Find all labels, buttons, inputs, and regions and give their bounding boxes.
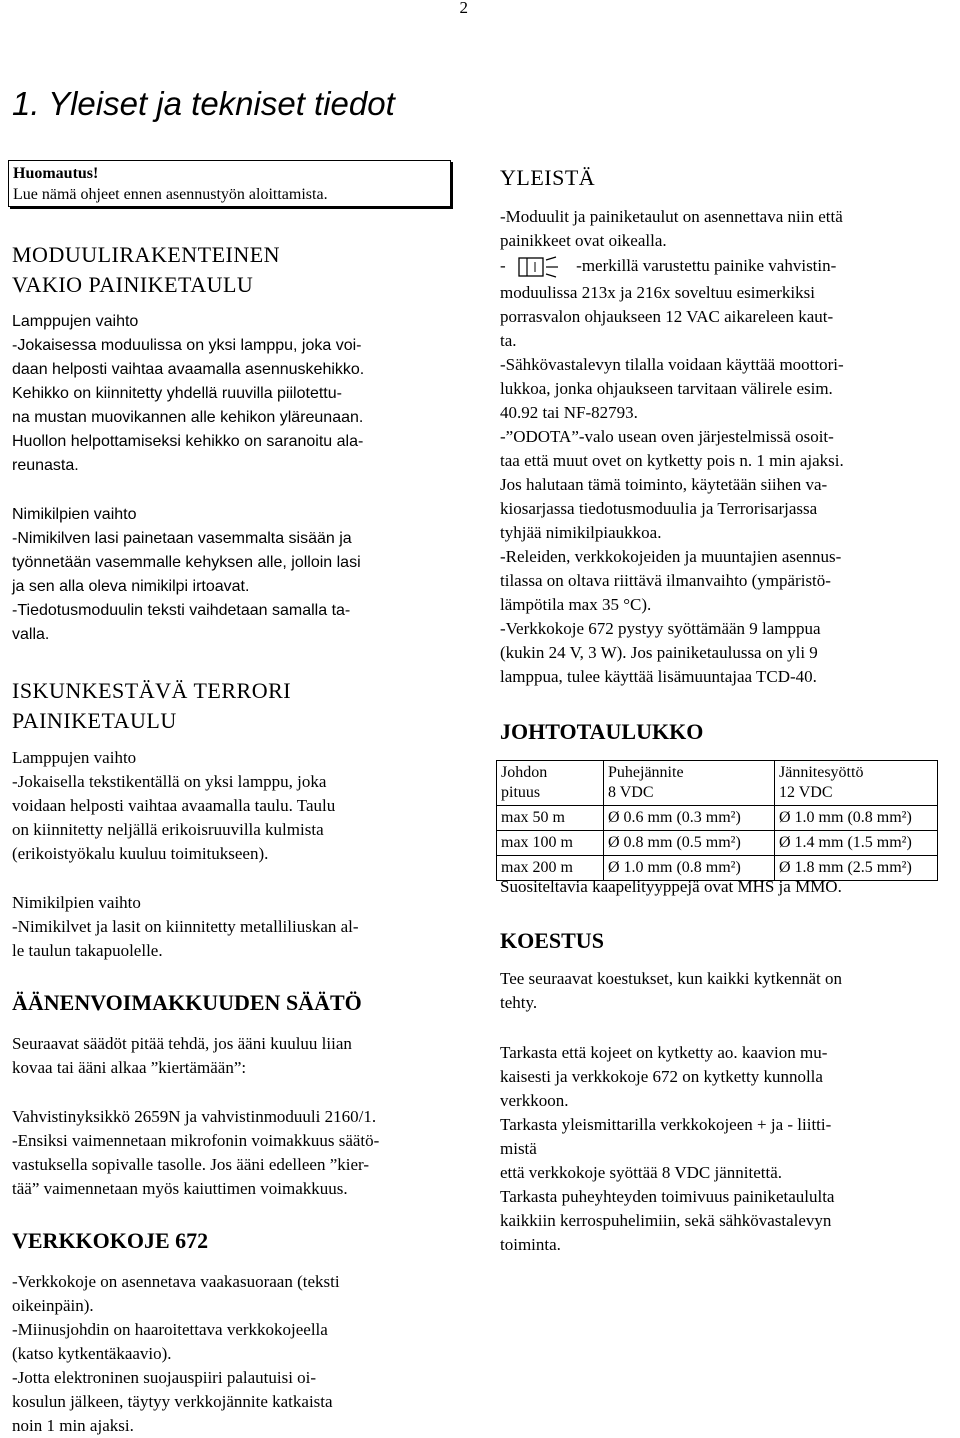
page-title: 1. Yleiset ja tekniset tiedot bbox=[12, 85, 395, 122]
dash: - bbox=[500, 256, 506, 275]
notice-text: Lue nämä ohjeet ennen asennustyön aloittamista. bbox=[13, 186, 328, 203]
lamp-icon bbox=[510, 256, 572, 278]
table-row bbox=[497, 806, 938, 831]
table-cell: max 100 m bbox=[497, 831, 604, 856]
table-header-cell: Johdon pituus bbox=[497, 761, 604, 806]
section-heading-modular: MODUULIRAKENTEINEN VAKIO PAINIKETAULU bbox=[12, 242, 281, 297]
table-cell: max 50 m bbox=[497, 806, 604, 831]
table-row bbox=[497, 831, 938, 856]
paragraph-terror-nameplate: -Nimikilvet ja lasit on kiinnitetty metalliliuskan al- le taulun takapuolelle. bbox=[12, 917, 359, 960]
table-note: Suositeltavia kaapelityyppejä ovat MHS ja MMO. bbox=[500, 877, 842, 896]
notice-box bbox=[8, 160, 451, 207]
subheading-nameplate-change: Nimikilpien vaihto bbox=[12, 506, 137, 523]
paragraph-general-icon-line bbox=[500, 254, 930, 278]
paragraph-general-2: moduulissa 213x ja 216x soveltuu esimerkiksi porrasvalon ohjaukseen 12 VAC aikareleen kaut- ta. -Sähkövastalevyn tilalla voidaan käyttää moottori- lukkoa, jonka ohjaukseen tarvitaan välirele esim. 40.92 tai NF-82793. -”ODOTA”-valo usean oven järjestelmissä osoit- taa että muut ovet on kytketty pois n. 1 min ajaksi. Jos halutaan tämä toiminto, käytetään siihen va- kiosarjassa tiedotusmoduulia ja Terrorisarjassa tyhjää nimikilpiaukkoa. -Releiden, verkkokojeiden ja muuntajien asennus- tilassa on oltava riittävä ilmanvaihto (ympäristö- lämpötila max 35 °C). -Verkkokoje 672 pystyy syöttämään 9 lamppua (kukin 24 V, 3 W). Jos painiketaulussa on yli 9 lamppua, tulee käyttää lisämuuntajaa TCD-40. bbox=[500, 283, 844, 686]
subheading-lamp-change: Lamppujen vaihto bbox=[12, 313, 139, 330]
section-heading-testing: KOESTUS bbox=[500, 928, 604, 953]
table-cell: Ø 1.0 mm (0.8 mm²) bbox=[604, 856, 775, 881]
section-heading-general: YLEISTÄ bbox=[500, 165, 596, 190]
paragraph-nameplate-change: -Nimikilven lasi painetaan vasemmalta sisään ja työnnetään vasemmalle kehyksen alle, jolloin lasi ja sen alla oleva nimikilpi irtoavat. -Tiedotusmoduulin teksti vaihdetaan samalla ta- valla. bbox=[12, 530, 361, 643]
table-header-cell: Puhejännite 8 VDC bbox=[604, 761, 775, 806]
table-cell: Ø 1.4 mm (1.5 mm²) bbox=[775, 831, 938, 856]
paragraph-volume-steps: Vahvistinyksikkö 2659N ja vahvistinmoduuli 2160/1. -Ensiksi vaimennetaan mikrofonin voimakkuus säätö- vastuksella sopivalle tasolle. Jos ääni edelleen ”kier- tää” vaimennetaan myös kaiuttimen voimakkuus. bbox=[12, 1107, 380, 1198]
table-cell: Ø 1.0 mm (0.8 mm²) bbox=[775, 806, 938, 831]
general-icon-line-text: -merkillä varustettu painike vahvistin- bbox=[576, 256, 837, 275]
subheading-terror-lamp: Lamppujen vaihto bbox=[12, 748, 137, 767]
cable-table bbox=[496, 760, 938, 881]
subheading-terror-nameplate: Nimikilpien vaihto bbox=[12, 893, 141, 912]
paragraph-terror-lamp: -Jokaisella tekstikentällä on yksi lamppu, joka voidaan helposti vaihtaa avaamalla taulu. Taulu on kiinnitetty neljällä erikoisruuvilla kulmista (erikoistyökalu kuuluu toimitukseen). bbox=[12, 772, 336, 863]
section-heading-volume: ÄÄNENVOIMAKKUUDEN SÄÄTÖ bbox=[12, 990, 362, 1015]
table-header-row bbox=[497, 761, 938, 806]
paragraph-power-unit: -Verkkokoje on asennetava vaakasuoraan (teksti oikeinpäin). -Miinusjohdin on haaroitettava verkkokojeella (katso kytkentäkaavio). -Jotta elektroninen suojauspiiri palautuisi oi- kosulun jälkeen, täytyy verkkojännite katkaista noin 1 min ajaksi. bbox=[12, 1272, 340, 1435]
table-cell: Ø 1.8 mm (2.5 mm²) bbox=[775, 856, 938, 881]
paragraph-lamp-change: -Jokaisessa moduulissa on yksi lamppu, joka voi- daan helposti vaihtaa avaamalla asennuskehikko. Kehikko on kiinnitetty yhdellä ruuvilla piilotettu- na mustan muovikannen alle kehikon yläreunaan. Huollon helpottamiseksi kehikko on saranoitu ala- reunasta. bbox=[12, 337, 365, 474]
paragraph-testing-intro: Tee seuraavat koestukset, kun kaikki kytkennät on tehty. bbox=[500, 969, 843, 1012]
notice-heading: Huomautus! bbox=[13, 165, 99, 182]
paragraph-general-1: -Moduulit ja painiketaulut on asennettava niin että painikkeet ovat oikealla. bbox=[500, 207, 843, 250]
table-header-cell: Jännitesyöttö 12 VDC bbox=[775, 761, 938, 806]
paragraph-testing-steps: Tarkasta että kojeet on kytketty ao. kaavion mu- kaisesti ja verkkokoje 672 on kytketty kunnolla verkkoon. Tarkasta yleismittarilla verkkokojeen + ja - liitti- mistä että verkkokoje syöttää 8 VDC jännitettä. Tarkasta puheyhteyden toimivuus painiketaululta kaikkiin kerrospuhelimiin, sekä sähkövastalevyn toiminta. bbox=[500, 1043, 835, 1254]
paragraph-volume-intro: Seuraavat säädöt pitää tehdä, jos ääni kuuluu liian kovaa tai ääni alkaa ”kiertämään”: bbox=[12, 1034, 352, 1077]
table-cell: max 200 m bbox=[497, 856, 604, 881]
page-number: 2 bbox=[459, 0, 468, 17]
section-heading-power-unit: VERKKOKOJE 672 bbox=[12, 1228, 209, 1253]
section-heading-cable-table: JOHTOTAULUKKO bbox=[500, 719, 704, 744]
table-cell: Ø 0.8 mm (0.5 mm²) bbox=[604, 831, 775, 856]
table-cell: Ø 0.6 mm (0.3 mm²) bbox=[604, 806, 775, 831]
section-heading-terror: ISKUNKESTÄVÄ TERRORI PAINIKETAULU bbox=[12, 678, 292, 733]
